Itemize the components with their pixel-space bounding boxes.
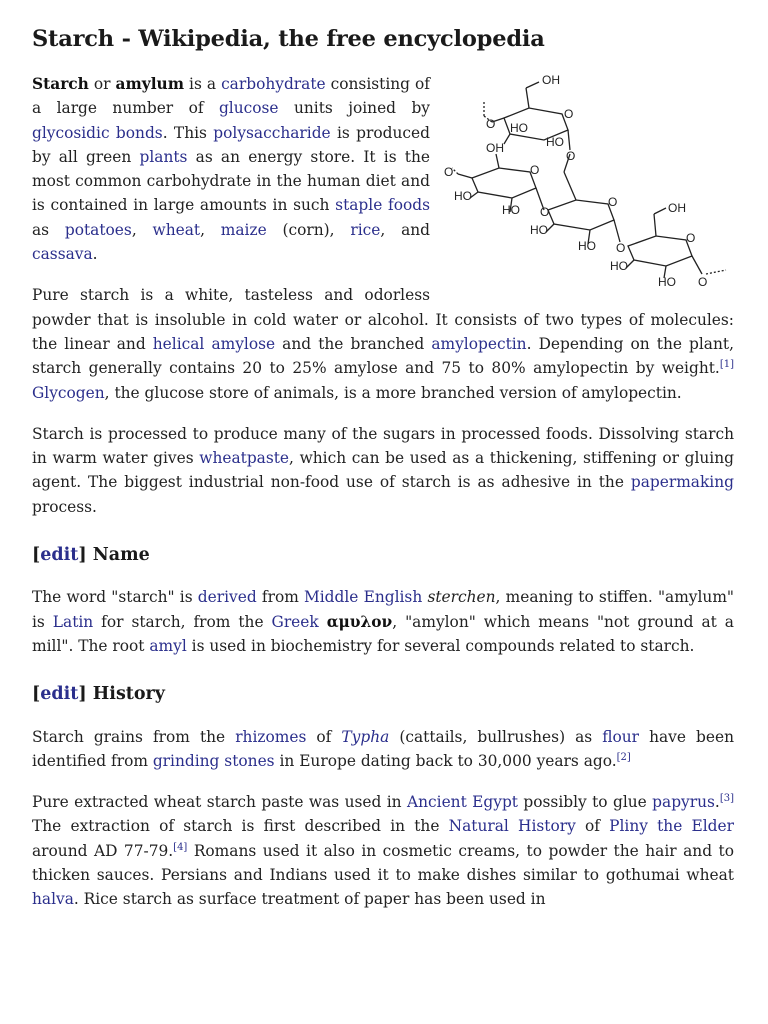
- reference-3[interactable]: [3]: [719, 793, 734, 804]
- link-typha[interactable]: Typha: [341, 727, 390, 746]
- link-rice[interactable]: rice: [350, 220, 381, 239]
- o-label: O: [566, 149, 576, 163]
- link-amylopectin[interactable]: amylopectin: [431, 334, 527, 353]
- o-label: O: [698, 275, 708, 286]
- link-derived[interactable]: derived: [197, 588, 257, 607]
- o-label: O: [540, 205, 550, 219]
- oh-label: OH: [668, 201, 686, 215]
- ho-label: HO: [510, 121, 528, 135]
- ring-o-label: O: [608, 195, 618, 209]
- link-papyrus[interactable]: papyrus: [652, 793, 715, 812]
- link-plants[interactable]: plants: [139, 147, 188, 166]
- ring-o-label: O: [686, 231, 696, 245]
- ho-label: HO: [530, 223, 548, 237]
- ring-o-label: O: [564, 107, 574, 121]
- reference-1[interactable]: [1]: [719, 359, 734, 371]
- link-glycosidic-bonds[interactable]: glycosidic bonds: [32, 123, 163, 142]
- link-carbohydrate[interactable]: carbohydrate: [221, 75, 326, 93]
- section-heading-history: [edit] History: [32, 684, 165, 705]
- link-cassava[interactable]: cassava: [32, 245, 93, 264]
- amylopectin-structure-diagram: [444, 72, 734, 286]
- ring-o-label: O: [530, 163, 540, 177]
- amylopectin-structure-figure: [444, 72, 734, 286]
- paragraph-intro: Starch or amylum is a carbohydrate consisting of a large number of glucose units joined by glycosidic bonds. This polysaccharide is produced by all green plants as an energy store. It is the most common carbohydrate in the human diet and is contained in large amounts in such staple foods as potatoes, wheat, maize (corn), rice, and cassava.: [32, 75, 431, 264]
- link-papermaking[interactable]: papermaking: [630, 473, 734, 492]
- term-amylum: amylum: [115, 75, 185, 93]
- edit-link-name[interactable]: edit: [40, 545, 79, 566]
- link-pliny-the-elder[interactable]: Pliny the Elder: [609, 817, 734, 836]
- link-middle-english[interactable]: Middle English: [303, 588, 423, 607]
- ho-label: HO: [578, 239, 596, 253]
- paragraph-composition: Pure starch is a white, tasteless and odorless powder that is insoluble in cold water or alcohol. It consists of two types of molecules: the linear and helical amylose and the branched amylopectin. Depending on the plant, starch generally contains 20 to 25% amylose and 75 to 80% amylopectin by weight.[1] Glycogen, the glucose store of animals, is a more branched version of amylopectin.: [32, 286, 734, 402]
- reference-2[interactable]: [2]: [616, 751, 631, 763]
- section-heading-name: [edit] Name: [32, 545, 150, 566]
- ho-label: HO: [658, 275, 676, 286]
- paragraph-processing: Starch is processed to produce many of the sugars in processed foods. Dissolving starch in warm water gives wheatpaste, which can be used as a thickening, stiffening or gluing agent. The biggest industrial non-food use of starch is as adhesive in the papermaking process.: [32, 424, 734, 516]
- link-grinding-stones[interactable]: grinding stones: [152, 751, 275, 770]
- link-maize[interactable]: maize: [220, 220, 267, 239]
- term-sterchen: sterchen: [427, 588, 496, 607]
- paragraph-name: The word "starch" is derived from Middle English sterchen, meaning to stiffen. "amylum" is Latin for starch, from the Greek αμυλον, "amylon" which means "not ground at a mill". The root amyl is used in biochemistry for several compounds related to starch.: [32, 588, 734, 655]
- link-polysaccharide[interactable]: polysaccharide: [213, 123, 331, 142]
- paragraph-history-2: Pure extracted wheat starch paste was used in Ancient Egypt possibly to glue papyrus.[3] The extraction of starch is first described in the Natural History of Pliny the Elder around AD 77-79.[4] Romans used it also in cosmetic creams, to powder the hair and to thicken sauces. Persians and Indians used it to make dishes similar to gothumai wheat halva. Rice starch as surface treatment of paper has been used in: [32, 793, 734, 909]
- article-body: [32, 72, 734, 929]
- o-label: O: [616, 241, 626, 255]
- link-rhizomes[interactable]: rhizomes: [235, 727, 307, 746]
- link-amyl[interactable]: amyl: [149, 636, 187, 655]
- link-latin[interactable]: Latin: [52, 612, 94, 631]
- oh-label: OH: [486, 141, 504, 155]
- glucose-ring-4: [626, 208, 726, 278]
- link-glucose[interactable]: glucose: [218, 99, 279, 118]
- ho-label: HO: [502, 203, 520, 217]
- ho-label: HO: [546, 135, 564, 149]
- link-glycogen[interactable]: Glycogen: [32, 383, 105, 402]
- ho-label: HO: [610, 259, 628, 273]
- reference-4[interactable]: [4]: [173, 841, 188, 853]
- edit-link-history[interactable]: edit: [40, 684, 79, 705]
- link-ancient-egypt[interactable]: Ancient Egypt: [407, 793, 518, 812]
- paragraph-history-1: Starch grains from the rhizomes of Typha (cattails, bullrushes) as flour have been identified from grinding stones in Europe dating back to 30,000 years ago.[2]: [32, 727, 734, 770]
- term-greek-amylon: αμυλον: [326, 612, 393, 631]
- link-natural-history[interactable]: Natural History: [448, 817, 576, 836]
- link-wheatpaste[interactable]: wheatpaste: [199, 449, 290, 468]
- link-halva[interactable]: halva: [32, 890, 74, 909]
- ho-label: HO: [454, 189, 472, 203]
- o-label: O: [444, 165, 454, 179]
- link-amylose[interactable]: amylose: [211, 334, 276, 353]
- link-staple-foods[interactable]: staple foods: [335, 196, 431, 215]
- link-wheat[interactable]: wheat: [152, 220, 201, 239]
- link-flour[interactable]: flour: [602, 727, 640, 746]
- link-greek[interactable]: Greek: [271, 612, 319, 631]
- link-potatoes[interactable]: potatoes: [64, 220, 132, 239]
- page-title: Starch - Wikipedia, the free encyclopedia: [32, 26, 545, 52]
- oh-label: OH: [542, 73, 560, 87]
- o-label: O: [486, 117, 496, 131]
- link-helical[interactable]: helical: [152, 334, 205, 353]
- term-starch: Starch: [32, 75, 89, 93]
